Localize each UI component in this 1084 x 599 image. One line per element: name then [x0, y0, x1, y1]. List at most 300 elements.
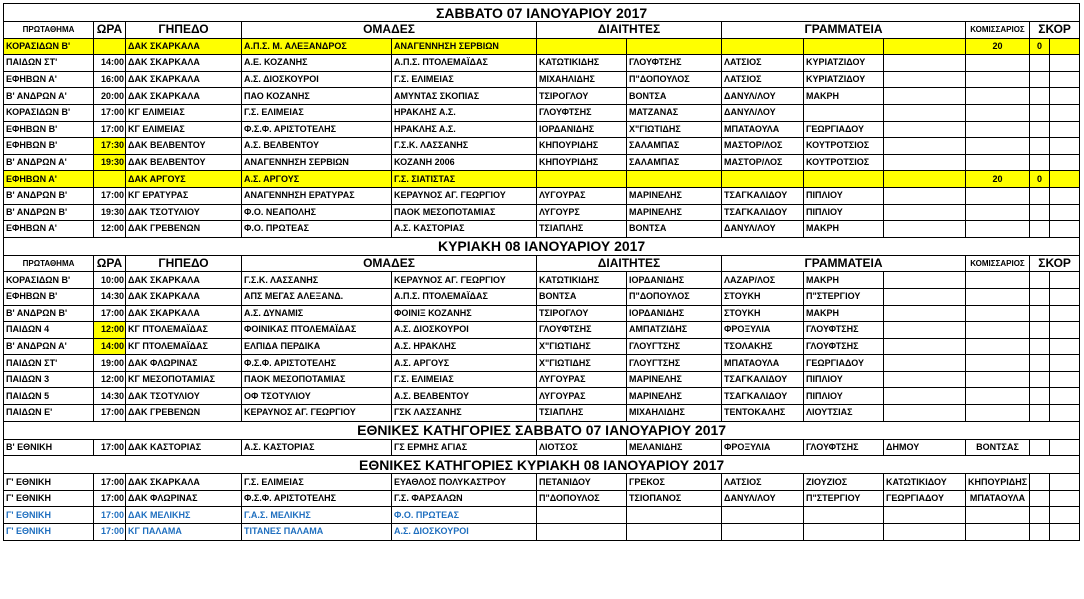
referee-1-cell: Χ"ΓΙΩΤΙΔΗΣ — [537, 338, 627, 355]
score-home-cell — [1030, 187, 1050, 204]
score-extra-cell — [1050, 439, 1080, 456]
secretariat-1-cell: ΜΠΑΤΑΟΥΛΑ — [722, 355, 804, 372]
time-cell: 20:00 — [94, 88, 126, 105]
championship-cell: ΠΑΙΔΩΝ ΣΤ' — [4, 55, 94, 72]
away-team-cell: Γ.Σ. ΕΛΙΜΕΙΑΣ — [392, 371, 537, 388]
referee-1-cell — [537, 38, 627, 55]
match-row — [4, 524, 1080, 541]
time-cell: 17:00 — [94, 524, 126, 541]
home-team-cell: Φ.Σ.Φ. ΑΡΙΣΤΟΤΕΛΗΣ — [242, 355, 392, 372]
venue-cell: ΔΑΚ ΦΛΩΡΙΝΑΣ — [126, 490, 242, 507]
away-team-cell: Α.Π.Σ. ΠΤΟΛΕΜΑΪΔΑΣ — [392, 55, 537, 72]
match-row — [4, 154, 1080, 171]
secretariat-2-cell: ΠΙΠΛΙΟΥ — [804, 204, 884, 221]
away-team-cell: Α.Σ. ΗΡΑΚΛΗΣ — [392, 338, 537, 355]
secretariat-1-cell: ΤΕΝΤΟΚΑΛΗΣ — [722, 405, 804, 422]
secretariat-1-cell: ΜΑΣΤΟΡ/ΛΟΣ — [722, 154, 804, 171]
header-referees: ΔΙΑΙΤΗΤΕΣ — [537, 22, 722, 39]
schedule-body — [4, 4, 1080, 541]
referee-1-cell: ΒΟΝΤΣΑ — [537, 288, 627, 305]
score-extra-cell — [1050, 204, 1080, 221]
secretariat-2-cell: ΖΙΟΥΖΙΟΣ — [804, 474, 884, 491]
referee-2-cell: ΙΟΡΔΑΝΙΔΗΣ — [627, 305, 722, 322]
secretariat-1-cell — [722, 524, 804, 541]
venue-cell: ΚΓ ΠΤΟΛΕΜΑΪΔΑΣ — [126, 322, 242, 339]
championship-cell: Β' ΑΝΔΡΩΝ Β' — [4, 204, 94, 221]
time-cell: 17:00 — [94, 439, 126, 456]
championship-cell: Β' ΕΘΝΙΚΗ — [4, 439, 94, 456]
official-cell — [884, 338, 966, 355]
home-team-cell: Γ.Α.Σ. ΜΕΛΙΚΗΣ — [242, 507, 392, 524]
championship-cell: ΕΦΗΒΩΝ Β' — [4, 288, 94, 305]
section-title: ΣΑΒΒΑΤΟ 07 ΙΑΝΟΥΑΡΙΟΥ 2017 — [4, 4, 1080, 22]
match-row — [4, 305, 1080, 322]
referee-1-cell: ΛΥΓΟΥΡΣ — [537, 204, 627, 221]
referee-2-cell: ΒΟΝΤΣΑ — [627, 221, 722, 238]
header-venue: ΓΗΠΕΔΟ — [126, 22, 242, 39]
away-team-cell: ΚΟΖΑΝΗ 2006 — [392, 154, 537, 171]
referee-2-cell: ΤΣΙΟΠΑΝΟΣ — [627, 490, 722, 507]
secretariat-2-cell: ΜΑΚΡΗ — [804, 88, 884, 105]
home-team-cell: Α.Σ. ΔΙΟΣΚΟΥΡΟΙ — [242, 71, 392, 88]
venue-cell: ΔΑΚ ΚΑΣΤΟΡΙΑΣ — [126, 439, 242, 456]
referee-2-cell: ΜΕΛΑΝΙΔΗΣ — [627, 439, 722, 456]
section-title-row — [4, 237, 1080, 255]
score-home-cell — [1030, 305, 1050, 322]
official-3-cell — [966, 371, 1030, 388]
referee-2-cell: ΓΛΟΥΓΤΣΗΣ — [627, 338, 722, 355]
official-cell — [884, 104, 966, 121]
match-row — [4, 355, 1080, 372]
referee-2-cell: ΑΜΠΑΤΖΙΔΗΣ — [627, 322, 722, 339]
venue-cell: ΔΑΚ ΣΚΑΡΚΑΛΑ — [126, 38, 242, 55]
official-cell: ΚΑΤΩΤΙΚΙΔΟΥ — [884, 474, 966, 491]
championship-cell: ΕΦΗΒΩΝ Β' — [4, 121, 94, 138]
secretariat-2-cell — [804, 171, 884, 188]
home-team-cell: ΑΝΑΓΕΝΝΗΣΗ ΕΡΑΤΥΡΑΣ — [242, 187, 392, 204]
match-row — [4, 439, 1080, 456]
championship-cell: Β' ΑΝΔΡΩΝ Α' — [4, 88, 94, 105]
official-cell — [884, 88, 966, 105]
official-3-cell — [966, 55, 1030, 72]
header-referees: ΔΙΑΙΤΗΤΕΣ — [537, 255, 722, 272]
time-cell — [94, 38, 126, 55]
secretariat-1-cell — [722, 171, 804, 188]
official-cell — [884, 355, 966, 372]
referee-1-cell: ΚΑΤΩΤΙΚΙΔΗΣ — [537, 272, 627, 289]
official-3-cell — [966, 272, 1030, 289]
referee-2-cell: ΜΑΤΖΑΝΑΣ — [627, 104, 722, 121]
schedule-table — [3, 3, 1080, 541]
score-away-cell: 0 — [1030, 38, 1050, 55]
match-row — [4, 507, 1080, 524]
championship-cell: ΕΦΗΒΩΝ Α' — [4, 71, 94, 88]
venue-cell: ΔΑΚ ΣΚΑΡΚΑΛΑ — [126, 55, 242, 72]
match-row — [4, 338, 1080, 355]
referee-1-cell: ΛΥΓΟΥΡΑΣ — [537, 187, 627, 204]
secretariat-2-cell: ΓΕΩΡΓΙΑΔΟΥ — [804, 355, 884, 372]
official-3-cell — [966, 221, 1030, 238]
referee-2-cell: ΣΑΛΑΜΠΑΣ — [627, 154, 722, 171]
home-team-cell: Γ.Σ. ΕΛΙΜΕΙΑΣ — [242, 474, 392, 491]
header-commissioner: ΚΟΜΙΣΣΑΡΙΟΣ — [966, 22, 1030, 39]
secretariat-2-cell: ΚΥΡΙΑΤΖΙΔΟΥ — [804, 71, 884, 88]
away-team-cell: Γ.Σ.Κ. ΛΑΣΣΑΝΗΣ — [392, 138, 537, 155]
venue-cell: ΔΑΚ ΜΕΛΙΚΗΣ — [126, 507, 242, 524]
official-3-cell — [966, 507, 1030, 524]
championship-cell: ΚΟΡΑΣΙΔΩΝ Β' — [4, 38, 94, 55]
score-extra-cell — [1050, 88, 1080, 105]
referee-1-cell: ΛΙΟΤΣΟΣ — [537, 439, 627, 456]
time-cell: 19:30 — [94, 204, 126, 221]
venue-cell: ΔΑΚ ΦΛΩΡΙΝΑΣ — [126, 355, 242, 372]
referee-2-cell: ΙΟΡΔΑΝΙΔΗΣ — [627, 272, 722, 289]
score-home-cell: 20 — [966, 171, 1030, 188]
header-teams: ΟΜΑΔΕΣ — [242, 22, 537, 39]
official-cell — [884, 138, 966, 155]
championship-cell: Β' ΑΝΔΡΩΝ Β' — [4, 187, 94, 204]
score-home-cell — [1030, 71, 1050, 88]
header-time: ΩΡΑ — [94, 22, 126, 39]
referee-2-cell: ΜΑΡΙΝΕΛΗΣ — [627, 388, 722, 405]
away-team-cell: Α.Σ. ΔΙΟΣΚΟΥΡΟΙ — [392, 322, 537, 339]
official-3-cell: ΒΟΝΤΣΑΣ — [966, 439, 1030, 456]
time-cell: 14:30 — [94, 288, 126, 305]
secretariat-2-cell: ΜΑΚΡΗ — [804, 221, 884, 238]
referee-2-cell: ΓΡΕΚΟΣ — [627, 474, 722, 491]
secretariat-1-cell: ΔΑΝΥΛ/ΛΟΥ — [722, 490, 804, 507]
referee-1-cell: ΚΗΠΟΥΡΙΔΗΣ — [537, 138, 627, 155]
official-3-cell: ΚΗΠΟΥΡΙΔΗΣ — [966, 474, 1030, 491]
venue-cell: ΔΑΚ ΓΡΕΒΕΝΩΝ — [126, 405, 242, 422]
referee-1-cell: ΤΣΙΑΠΛΗΣ — [537, 405, 627, 422]
score-home-cell — [1030, 474, 1050, 491]
time-cell: 17:00 — [94, 187, 126, 204]
score-extra-cell — [1050, 322, 1080, 339]
official-3-cell — [966, 338, 1030, 355]
secretariat-1-cell — [722, 507, 804, 524]
referee-1-cell: ΤΣΙΡΟΓΛΟΥ — [537, 88, 627, 105]
away-team-cell: ΚΕΡΑΥΝΟΣ ΑΓ. ΓΕΩΡΓΙΟΥ — [392, 187, 537, 204]
score-home-cell — [1030, 371, 1050, 388]
secretariat-2-cell: ΚΟΥΤΡΟΤΣΙΟΣ — [804, 154, 884, 171]
home-team-cell: ΑΠΣ ΜΕΓΑΣ ΑΛΕΞΑΝΔ. — [242, 288, 392, 305]
venue-cell: ΔΑΚ ΒΕΛΒΕΝΤΟΥ — [126, 138, 242, 155]
referee-2-cell: ΜΑΡΙΝΕΛΗΣ — [627, 204, 722, 221]
referee-1-cell: ΛΥΓΟΥΡΑΣ — [537, 388, 627, 405]
secretariat-1-cell: ΛΑΤΣΙΟΣ — [722, 474, 804, 491]
secretariat-2-cell — [804, 104, 884, 121]
venue-cell: ΔΑΚ ΣΚΑΡΚΑΛΑ — [126, 71, 242, 88]
time-cell: 12:00 — [94, 322, 126, 339]
home-team-cell: ΦΟΙΝΙΚΑΣ ΠΤΟΛΕΜΑΪΔΑΣ — [242, 322, 392, 339]
header-championship: ΠΡΩΤΑΘΗΜΑ — [4, 22, 94, 39]
official-cell — [884, 288, 966, 305]
header-score: ΣΚΟΡ — [1030, 255, 1080, 272]
official-3-cell — [966, 104, 1030, 121]
secretariat-2-cell: ΓΛΟΥΦΤΣΗΣ — [804, 439, 884, 456]
home-team-cell: ΠΑΟ ΚΟΖΑΝΗΣ — [242, 88, 392, 105]
home-team-cell: ΑΝΑΓΕΝΝΗΣΗ ΣΕΡΒΙΩΝ — [242, 154, 392, 171]
official-3-cell — [966, 288, 1030, 305]
secretariat-2-cell: ΓΛΟΥΦΤΣΗΣ — [804, 338, 884, 355]
home-team-cell: Α.Σ. ΒΕΛΒΕΝΤΟΥ — [242, 138, 392, 155]
official-cell — [884, 204, 966, 221]
home-team-cell: ΤΙΤΑΝΕΣ ΠΑΛΑΜΑ — [242, 524, 392, 541]
championship-cell: Γ' ΕΘΝΙΚΗ — [4, 507, 94, 524]
match-row — [4, 272, 1080, 289]
venue-cell: ΔΑΚ ΣΚΑΡΚΑΛΑ — [126, 305, 242, 322]
official-3-cell — [966, 524, 1030, 541]
secretariat-1-cell: ΔΑΝΥΛ/ΛΟΥ — [722, 104, 804, 121]
secretariat-1-cell: ΦΡΟΞΥΛΙΑ — [722, 439, 804, 456]
official-3-cell — [966, 405, 1030, 422]
home-team-cell: Γ.Σ.Κ. ΛΑΣΣΑΝΗΣ — [242, 272, 392, 289]
official-3-cell — [966, 388, 1030, 405]
home-team-cell: Α.Ε. ΚΟΖΑΝΗΣ — [242, 55, 392, 72]
championship-cell: ΚΟΡΑΣΙΔΩΝ Β' — [4, 272, 94, 289]
header-score: ΣΚΟΡ — [1030, 22, 1080, 39]
secretariat-2-cell: Π"ΣΤΕΡΓΙΟΥ — [804, 288, 884, 305]
away-team-cell: Α.Σ. ΔΙΟΣΚΟΥΡΟΙ — [392, 524, 537, 541]
official-cell — [884, 171, 966, 188]
referee-2-cell: ΣΑΛΑΜΠΑΣ — [627, 138, 722, 155]
header-teams: ΟΜΑΔΕΣ — [242, 255, 537, 272]
match-row — [4, 405, 1080, 422]
time-cell: 17:00 — [94, 121, 126, 138]
score-home-cell — [1030, 388, 1050, 405]
score-home-cell: 20 — [966, 38, 1030, 55]
official-cell — [884, 71, 966, 88]
time-cell: 17:00 — [94, 474, 126, 491]
official-3-cell — [966, 355, 1030, 372]
championship-cell: Β' ΑΝΔΡΩΝ Α' — [4, 338, 94, 355]
official-cell — [884, 272, 966, 289]
secretariat-2-cell — [804, 507, 884, 524]
referee-2-cell: ΓΛΟΥΓΤΣΗΣ — [627, 355, 722, 372]
secretariat-1-cell: ΤΣΟΛΑΚΗΣ — [722, 338, 804, 355]
official-cell — [884, 507, 966, 524]
score-home-cell — [1030, 104, 1050, 121]
referee-1-cell: Χ"ΓΙΩΤΙΔΗΣ — [537, 355, 627, 372]
championship-cell: Β' ΑΝΔΡΩΝ Α' — [4, 154, 94, 171]
venue-cell: ΔΑΚ ΣΚΑΡΚΑΛΑ — [126, 288, 242, 305]
official-3-cell: ΜΠΑΤΑΟΥΛΑ — [966, 490, 1030, 507]
venue-cell: ΔΑΚ ΤΣΟΤΥΛΙΟΥ — [126, 204, 242, 221]
venue-cell: ΔΑΚ ΒΕΛΒΕΝΤΟΥ — [126, 154, 242, 171]
official-3-cell — [966, 138, 1030, 155]
column-header-row — [4, 255, 1080, 272]
home-team-cell: Α.Π.Σ. Μ. ΑΛΕΞΑΝΔΡΟΣ — [242, 38, 392, 55]
section-title-row — [4, 456, 1080, 474]
score-home-cell — [1030, 88, 1050, 105]
score-extra-cell — [1050, 55, 1080, 72]
championship-cell: ΠΑΙΔΩΝ Ε' — [4, 405, 94, 422]
secretariat-1-cell: ΛΑΤΣΙΟΣ — [722, 55, 804, 72]
time-cell: 14:30 — [94, 388, 126, 405]
referee-1-cell: ΛΥΓΟΥΡΑΣ — [537, 371, 627, 388]
time-cell: 17:00 — [94, 490, 126, 507]
venue-cell: ΔΑΚ ΤΣΟΤΥΛΙΟΥ — [126, 388, 242, 405]
header-championship: ΠΡΩΤΑΘΗΜΑ — [4, 255, 94, 272]
home-team-cell: Α.Σ. ΚΑΣΤΟΡΙΑΣ — [242, 439, 392, 456]
match-row — [4, 55, 1080, 72]
time-cell: 16:00 — [94, 71, 126, 88]
secretariat-1-cell: ΤΣΑΓΚΑΛΙΔΟΥ — [722, 187, 804, 204]
time-cell: 14:00 — [94, 338, 126, 355]
header-secretariat: ΓΡΑΜΜΑΤΕΙΑ — [722, 22, 966, 39]
match-row — [4, 138, 1080, 155]
section-title-row — [4, 421, 1080, 439]
secretariat-2-cell: ΜΑΚΡΗ — [804, 305, 884, 322]
score-away-cell: 0 — [1030, 171, 1050, 188]
score-home-cell — [1030, 288, 1050, 305]
official-3-cell — [966, 88, 1030, 105]
match-row — [4, 104, 1080, 121]
venue-cell: ΚΓ ΠΤΟΛΕΜΑΪΔΑΣ — [126, 338, 242, 355]
away-team-cell: Α.Σ. ΑΡΓΟΥΣ — [392, 355, 537, 372]
referee-1-cell: ΚΑΤΩΤΙΚΙΔΗΣ — [537, 55, 627, 72]
championship-cell: ΚΟΡΑΣΙΔΩΝ Β' — [4, 104, 94, 121]
secretariat-2-cell: ΓΛΟΥΦΤΣΗΣ — [804, 322, 884, 339]
home-team-cell: ΟΦ ΤΣΟΤΥΛΙΟΥ — [242, 388, 392, 405]
secretariat-2-cell: ΓΕΩΡΓΙΑΔΟΥ — [804, 121, 884, 138]
match-row — [4, 171, 1080, 188]
match-row — [4, 490, 1080, 507]
time-cell: 17:00 — [94, 507, 126, 524]
official-3-cell — [966, 322, 1030, 339]
match-row — [4, 288, 1080, 305]
score-extra-cell — [1050, 388, 1080, 405]
official-cell: ΓΕΩΡΓΙΑΔΟΥ — [884, 490, 966, 507]
referee-2-cell: ΜΑΡΙΝΕΛΗΣ — [627, 371, 722, 388]
referee-1-cell: ΤΣΙΑΠΛΗΣ — [537, 221, 627, 238]
secretariat-1-cell: ΛΑΤΣΙΟΣ — [722, 71, 804, 88]
schedule-sheet — [3, 3, 1080, 541]
away-team-cell: Γ.Σ. ΣΙΑΤΙΣΤΑΣ — [392, 171, 537, 188]
score-home-cell — [1030, 355, 1050, 372]
official-cell — [884, 221, 966, 238]
score-home-cell — [1030, 439, 1050, 456]
referee-1-cell: ΓΛΟΥΦΤΣΗΣ — [537, 322, 627, 339]
secretariat-2-cell — [804, 38, 884, 55]
championship-cell: Β' ΑΝΔΡΩΝ Β' — [4, 305, 94, 322]
away-team-cell: ΑΝΑΓΕΝΝΗΣΗ ΣΕΡΒΙΩΝ — [392, 38, 537, 55]
match-row — [4, 187, 1080, 204]
referee-2-cell: Π"ΔΟΠΟΥΛΟΣ — [627, 71, 722, 88]
referee-2-cell: ΓΛΟΥΦΤΣΗΣ — [627, 55, 722, 72]
referee-1-cell: ΓΛΟΥΦΤΣΗΣ — [537, 104, 627, 121]
score-extra-cell — [1050, 371, 1080, 388]
referee-2-cell: Π"ΔΟΠΟΥΛΟΣ — [627, 288, 722, 305]
score-home-cell — [1030, 524, 1050, 541]
secretariat-1-cell: ΜΠΑΤΑΟΥΛΑ — [722, 121, 804, 138]
away-team-cell: Α.Σ. ΒΕΛΒΕΝΤΟΥ — [392, 388, 537, 405]
referee-2-cell: ΒΟΝΤΣΑ — [627, 88, 722, 105]
away-team-cell: ΗΡΑΚΛΗΣ Α.Σ. — [392, 104, 537, 121]
venue-cell: ΔΑΚ ΣΚΑΡΚΑΛΑ — [126, 272, 242, 289]
championship-cell: Γ' ΕΘΝΙΚΗ — [4, 490, 94, 507]
match-row — [4, 38, 1080, 55]
secretariat-2-cell — [804, 524, 884, 541]
score-extra-cell — [1050, 187, 1080, 204]
score-extra-cell — [1050, 221, 1080, 238]
referee-1-cell: ΚΗΠΟΥΡΙΔΗΣ — [537, 154, 627, 171]
venue-cell: ΔΑΚ ΣΚΑΡΚΑΛΑ — [126, 88, 242, 105]
section-title: ΚΥΡΙΑΚΗ 08 ΙΑΝΟΥΑΡΙΟΥ 2017 — [4, 237, 1080, 255]
away-team-cell: Γ.Σ. ΦΑΡΣΑΛΩΝ — [392, 490, 537, 507]
column-header-row — [4, 22, 1080, 39]
championship-cell: Γ' ΕΘΝΙΚΗ — [4, 474, 94, 491]
match-row — [4, 204, 1080, 221]
score-extra-cell — [1050, 405, 1080, 422]
official-3-cell — [966, 154, 1030, 171]
official-3-cell — [966, 187, 1030, 204]
score-extra-cell — [1050, 38, 1080, 55]
championship-cell: ΕΦΗΒΩΝ Β' — [4, 138, 94, 155]
match-row — [4, 371, 1080, 388]
venue-cell: ΚΓ ΜΕΣΟΠΟΤΑΜΙΑΣ — [126, 371, 242, 388]
time-cell: 14:00 — [94, 55, 126, 72]
secretariat-2-cell: Π"ΣΤΕΡΓΙΟΥ — [804, 490, 884, 507]
referee-2-cell — [627, 38, 722, 55]
score-extra-cell — [1050, 355, 1080, 372]
score-home-cell — [1030, 121, 1050, 138]
venue-cell: ΚΓ ΕΛΙΜΕΙΑΣ — [126, 121, 242, 138]
referee-2-cell: ΜΑΡΙΝΕΛΗΣ — [627, 187, 722, 204]
score-extra-cell — [1050, 138, 1080, 155]
secretariat-2-cell: ΠΙΠΛΙΟΥ — [804, 388, 884, 405]
secretariat-2-cell: ΚΟΥΤΡΟΤΣΙΟΣ — [804, 138, 884, 155]
away-team-cell: Γ.Σ. ΕΛΙΜΕΙΑΣ — [392, 71, 537, 88]
match-row — [4, 71, 1080, 88]
official-cell — [884, 187, 966, 204]
score-extra-cell — [1050, 104, 1080, 121]
secretariat-1-cell: ΤΣΑΓΚΑΛΙΔΟΥ — [722, 204, 804, 221]
score-home-cell — [1030, 338, 1050, 355]
match-row — [4, 474, 1080, 491]
venue-cell: ΚΓ ΠΑΛΑΜΑ — [126, 524, 242, 541]
referee-1-cell: ΠΕΤΑΝΙΔΟΥ — [537, 474, 627, 491]
away-team-cell: ΕΥΑΘΛΟΣ ΠΟΛΥΚΑΣΤΡΟΥ — [392, 474, 537, 491]
referee-1-cell — [537, 171, 627, 188]
away-team-cell: Α.Σ. ΚΑΣΤΟΡΙΑΣ — [392, 221, 537, 238]
championship-cell: ΕΦΗΒΩΝ Α' — [4, 221, 94, 238]
referee-1-cell — [537, 507, 627, 524]
away-team-cell: ΠΑΟΚ ΜΕΣΟΠΟΤΑΜΙΑΣ — [392, 204, 537, 221]
championship-cell: ΕΦΗΒΩΝ Α' — [4, 171, 94, 188]
home-team-cell: ΕΛΠΙΔΑ ΠΕΡΔΙΚΑ — [242, 338, 392, 355]
match-row — [4, 121, 1080, 138]
referee-1-cell: ΤΣΙΡΟΓΛΟΥ — [537, 305, 627, 322]
away-team-cell: ΦΟΙΝΙΞ ΚΟΖΑΝΗΣ — [392, 305, 537, 322]
official-cell — [884, 524, 966, 541]
championship-cell: ΠΑΙΔΩΝ ΣΤ' — [4, 355, 94, 372]
official-cell — [884, 38, 966, 55]
secretariat-1-cell: ΤΣΑΓΚΑΛΙΔΟΥ — [722, 371, 804, 388]
header-venue: ΓΗΠΕΔΟ — [126, 255, 242, 272]
away-team-cell: ΚΕΡΑΥΝΟΣ ΑΓ. ΓΕΩΡΓΙΟΥ — [392, 272, 537, 289]
score-extra-cell — [1050, 507, 1080, 524]
time-cell: 17:00 — [94, 405, 126, 422]
score-extra-cell — [1050, 305, 1080, 322]
section-title: ΕΘΝΙΚΕΣ ΚΑΤΗΓΟΡΙΕΣ ΚΥΡΙΑΚΗ 08 ΙΑΝΟΥΑΡΙΟΥ 2017 — [4, 456, 1080, 474]
referee-2-cell: ΜΙΧΑΗΛΙΔΗΣ — [627, 405, 722, 422]
score-extra-cell — [1050, 272, 1080, 289]
championship-cell: ΠΑΙΔΩΝ 5 — [4, 388, 94, 405]
official-3-cell — [966, 204, 1030, 221]
official-cell — [884, 305, 966, 322]
